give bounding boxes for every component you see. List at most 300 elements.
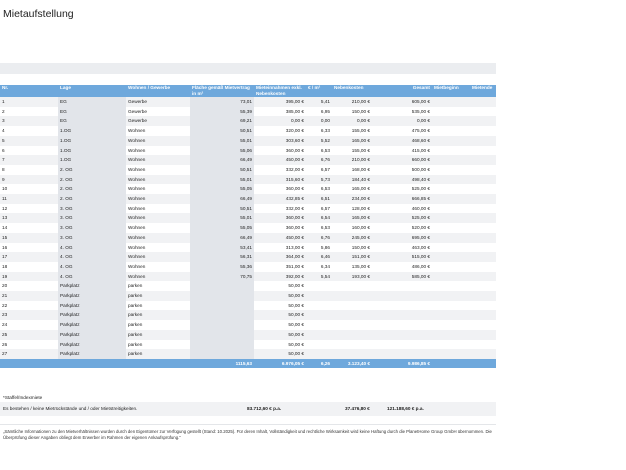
table-cell: 6,34 [306,262,332,272]
table-cell: 1.OG [58,126,126,136]
table-cell: parken [126,310,190,320]
table-cell: 9 [0,175,58,185]
table-cell: Wohnen [126,233,190,243]
table-cell: 210,00 € [332,97,372,107]
table-cell: 4 [0,126,58,136]
table-cell [432,281,470,291]
table-cell: 6,95 [306,107,332,117]
table-cell: 666,85 € [372,194,432,204]
table-row [0,107,496,117]
table-cell: 55,05 [190,223,254,233]
table-cell: Parkplatz [58,330,126,340]
table-cell: 6,54 [306,213,332,223]
table-cell: 13 [0,213,58,223]
table-row [0,136,496,146]
table-cell: 392,00 € [254,272,306,282]
table-cell: 66,49 [190,194,254,204]
table-cell: 332,00 € [254,165,306,175]
table-cell: 20 [0,281,58,291]
table-cell [470,175,496,185]
table-cell [470,310,496,320]
table-cell [332,330,372,340]
table-cell: 2 [0,107,58,117]
table-cell: 234,00 € [332,194,372,204]
table-row [0,213,496,223]
table-cell: Wohnen [126,155,190,165]
table-cell: parken [126,320,190,330]
summary-bar [0,402,496,416]
annual-rent: 83.712,60 € p.a. [247,406,282,411]
table-cell [432,252,470,262]
table-cell: EG [58,116,126,126]
table-cell [190,301,254,311]
table-cell: Parkplatz [58,349,126,359]
table-cell: 6,53 [306,146,332,156]
col-header: Nr. [0,85,58,97]
table-cell [190,310,254,320]
table-cell: 7 [0,155,58,165]
table-cell: Wohnen [126,146,190,156]
table-cell [306,320,332,330]
table-cell [432,310,470,320]
table-cell: 55,01 [190,136,254,146]
table-cell: Wohnen [126,262,190,272]
table-cell: 50,00 € [254,301,306,311]
total-sum: 9.986,85 € [372,359,432,368]
table-cell: 56,31 [190,252,254,262]
table-cell [432,262,470,272]
col-header: Nebenkosten [332,85,372,97]
table-cell: 5 [0,136,58,146]
table-cell: 155,00 € [332,126,372,136]
annual-total: 121.188,60 € p.a. [387,406,424,411]
table-cell: Wohnen [126,243,190,253]
total-rent: 6.976,05 € [254,359,306,368]
table-cell [470,330,496,340]
table-row [0,146,496,156]
total-area: 1115,63 [190,359,254,368]
table-cell: 520,00 € [372,223,432,233]
table-cell: Wohnen [126,223,190,233]
table-cell [432,146,470,156]
table-row [0,243,496,253]
table-cell [470,155,496,165]
table-cell: 320,00 € [254,126,306,136]
table-cell: 210,00 € [332,155,372,165]
table-row [0,116,496,126]
table-cell: Parkplatz [58,340,126,350]
table-cell: 498,40 € [372,175,432,185]
table-row [0,320,496,330]
table-cell [470,262,496,272]
table-cell: 364,00 € [254,252,306,262]
table-cell: Wohnen [126,252,190,262]
table-cell: EG [58,107,126,117]
table-cell: 25 [0,330,58,340]
table-cell [306,310,332,320]
col-header: Mietbeginn [432,85,470,97]
table-cell: Gewerbe [126,107,190,117]
table-cell [470,320,496,330]
table-cell: 5,54 [306,272,332,282]
table-cell: Wohnen [126,184,190,194]
table-cell [372,301,432,311]
table-cell: 2. OG [58,194,126,204]
table-cell: 585,00 € [372,272,432,282]
table-cell: 315,60 € [254,175,306,185]
table-cell [432,107,470,117]
table-cell [432,175,470,185]
table-cell: 14 [0,223,58,233]
table-cell: 150,00 € [332,107,372,117]
table-row [0,165,496,175]
table-cell [432,97,470,107]
table-cell: parken [126,330,190,340]
table-cell: 6,33 [306,126,332,136]
table-cell: 168,00 € [332,165,372,175]
table-cell [432,126,470,136]
table-cell: 360,00 € [254,146,306,156]
table-cell: 660,00 € [372,155,432,165]
table-cell [470,107,496,117]
table-cell: Wohnen [126,204,190,214]
table-header-row [0,85,496,97]
table-cell: parken [126,349,190,359]
table-cell: 3. OG [58,223,126,233]
table-row [0,272,496,282]
table-cell: 3 [0,116,58,126]
table-cell [432,184,470,194]
table-cell: 193,00 € [332,272,372,282]
table-cell: 19 [0,272,58,282]
table-cell: 53,41 [190,243,254,253]
table-cell: Wohnen [126,272,190,282]
table-cell: 4. OG [58,272,126,282]
table-cell: 1.OG [58,146,126,156]
table-cell [306,340,332,350]
table-cell: 6,57 [306,165,332,175]
table-cell: 432,85 € [254,194,306,204]
table-cell: 135,00 € [332,262,372,272]
table-cell [470,213,496,223]
table-cell: Wohnen [126,165,190,175]
table-cell: 6,57 [306,204,332,214]
table-cell [470,301,496,311]
table-cell [190,320,254,330]
table-cell: 16 [0,243,58,253]
table-cell [306,281,332,291]
table-cell: 6 [0,146,58,156]
table-cell [470,223,496,233]
table-cell: 0,00 € [372,116,432,126]
table-cell: 165,00 € [332,184,372,194]
col-header: Gesamt [372,85,432,97]
table-row [0,330,496,340]
table-cell: Gewerbe [126,116,190,126]
table-cell [470,97,496,107]
table-cell: 50,51 [190,165,254,175]
table-cell: 463,00 € [372,243,432,253]
table-cell [332,349,372,359]
table-cell: 5,52 [306,136,332,146]
table-cell: 475,00 € [372,126,432,136]
table-cell: 4. OG [58,262,126,272]
table-cell: 55,01 [190,175,254,185]
table-cell: 55,39 [190,107,254,117]
header-bar [0,63,496,74]
table-cell [470,291,496,301]
table-cell [470,126,496,136]
table-cell: 313,00 € [254,243,306,253]
table-cell [432,320,470,330]
total-costs: 3.123,40 € [332,359,372,368]
table-cell [470,272,496,282]
table-cell: 50,00 € [254,330,306,340]
table-row [0,349,496,359]
table-cell: Wohnen [126,194,190,204]
table-row [0,301,496,311]
table-cell [306,349,332,359]
table-cell [470,136,496,146]
table-cell: 50,51 [190,204,254,214]
summary-label: Es bestehen / keine Mietrückstände und / oder Mietstreitigkeiten. [3,406,138,411]
table-cell: 55,01 [190,213,254,223]
table-cell: 605,00 € [372,97,432,107]
table-cell: 50,00 € [254,320,306,330]
table-cell [432,349,470,359]
table-cell: 460,00 € [372,204,432,214]
table-cell: 50,00 € [254,349,306,359]
table-cell: 360,00 € [254,213,306,223]
table-cell: 3. OG [58,213,126,223]
table-cell: 245,00 € [332,233,372,243]
table-cell: 165,00 € [332,136,372,146]
table-cell: 525,00 € [372,184,432,194]
table-cell: 351,00 € [254,262,306,272]
table-row [0,184,496,194]
table-cell: 303,60 € [254,136,306,146]
table-cell: Parkplatz [58,310,126,320]
table-row [0,97,496,107]
table-cell: 69,21 [190,116,254,126]
table-row [0,340,496,350]
table-cell: 385,00 € [254,107,306,117]
table-cell: 26 [0,340,58,350]
table-cell: 150,00 € [332,243,372,253]
table-row [0,310,496,320]
table-cell: 12 [0,204,58,214]
table-cell: 4. OG [58,243,126,253]
table-cell [190,330,254,340]
col-header: Lage [58,85,126,97]
table-cell: 70,75 [190,272,254,282]
table-cell [470,146,496,156]
table-cell [190,340,254,350]
table-cell: 415,00 € [372,146,432,156]
table-cell [432,136,470,146]
table-cell [332,310,372,320]
table-cell: 515,00 € [372,252,432,262]
table-cell: 10 [0,184,58,194]
table-cell [432,116,470,126]
table-cell [332,301,372,311]
table-cell [190,291,254,301]
table-cell: 6,76 [306,233,332,243]
table-cell: 151,00 € [332,252,372,262]
table-cell: 22 [0,301,58,311]
table-cell [306,291,332,301]
table-cell: 11 [0,194,58,204]
table-cell: 0,00 [306,116,332,126]
table-cell [372,291,432,301]
table-cell: 2. OG [58,184,126,194]
table-cell: 395,00 € [254,97,306,107]
table-cell [372,340,432,350]
table-cell [432,330,470,340]
table-cell: 1.OG [58,155,126,165]
table-cell: 5,73 [306,175,332,185]
table-cell: 21 [0,291,58,301]
table-cell [470,349,496,359]
table-cell [470,165,496,175]
table-cell: 55,05 [190,184,254,194]
table-cell [432,291,470,301]
table-row [0,233,496,243]
table-cell: 23 [0,310,58,320]
table-cell: Parkplatz [58,301,126,311]
table-row [0,155,496,165]
table-cell: 50,00 € [254,310,306,320]
table-cell [470,340,496,350]
table-cell [372,349,432,359]
table-cell: parken [126,340,190,350]
table-cell: 50,51 [190,126,254,136]
table-cell [432,213,470,223]
table-cell [332,340,372,350]
table-row [0,281,496,291]
table-cell: 50,00 € [254,291,306,301]
table-cell [306,301,332,311]
table-cell: 160,00 € [332,223,372,233]
table-cell [190,349,254,359]
table-cell: 468,60 € [372,136,432,146]
table-cell: 535,00 € [372,107,432,117]
table-cell: 1.OG [58,136,126,146]
table-cell [432,155,470,165]
totals-row [0,359,496,368]
table-cell: parken [126,291,190,301]
table-cell [470,184,496,194]
table-cell: Wohnen [126,136,190,146]
table-cell [372,320,432,330]
table-cell: 360,00 € [254,223,306,233]
table-cell: 66,49 [190,233,254,243]
table-cell [470,252,496,262]
table-cell: 24 [0,320,58,330]
table-cell: Parkplatz [58,320,126,330]
table-row [0,223,496,233]
table-cell: 17 [0,252,58,262]
table-cell: Parkplatz [58,291,126,301]
table-cell [372,330,432,340]
footnote: *Staffel/Indexmiete [3,395,43,400]
table-cell: 525,00 € [372,213,432,223]
table-cell [332,281,372,291]
table-cell: 332,00 € [254,204,306,214]
table-cell: 6,53 [306,184,332,194]
table-cell: 55,36 [190,262,254,272]
table-cell [470,116,496,126]
table-cell: 2. OG [58,175,126,185]
table-cell: 184,40 € [332,175,372,185]
table-cell [470,204,496,214]
table-cell: 1 [0,97,58,107]
table-cell: 8 [0,165,58,175]
table-cell [332,291,372,301]
table-cell [372,310,432,320]
table-cell: 6,46 [306,252,332,262]
table-cell: 15 [0,233,58,243]
table-cell: EG [58,97,126,107]
rent-table [0,85,496,368]
table-cell [470,194,496,204]
table-cell: Wohnen [126,213,190,223]
table-row [0,204,496,214]
table-cell: 66,49 [190,155,254,165]
table-cell: 3. OG [58,233,126,243]
table-cell [432,165,470,175]
disclaimer: „Sämtliche Informationen zu den Mietverhältnissen wurden durch den Eigentümer zur Verfügung gestellt (Stand: 10.2025). Für deren Inhalt, Vollständigkeit und rechtliche Wirksamkeit wird keine Haftung durch die PlanetHome Group GmbH übernommen. Die Überprüfung dieser Angaben obliegt dem Erwerber im Rahmen der eigenen Ankaufsprüfung.“ [3,429,492,440]
table-cell: Gewerbe [126,97,190,107]
table-cell: 6,51 [306,194,332,204]
table-cell [432,301,470,311]
table-cell [432,204,470,214]
table-cell: 27 [0,349,58,359]
table-cell [432,223,470,233]
table-cell: parken [126,301,190,311]
page-title: Mietaufstellung [3,8,74,20]
table-cell: 3. OG [58,204,126,214]
table-cell [470,243,496,253]
table-cell: 450,00 € [254,233,306,243]
table-cell: 0,00 € [254,116,306,126]
table-cell [306,330,332,340]
table-cell [372,281,432,291]
table-cell: 486,00 € [372,262,432,272]
table-row [0,252,496,262]
table-cell: 450,00 € [254,155,306,165]
annual-costs: 37.476,80 € [345,406,370,411]
table-cell: 2. OG [58,165,126,175]
table-cell: 55,06 [190,146,254,156]
table-cell: 0,00 € [332,116,372,126]
table-cell [432,194,470,204]
table-cell: Wohnen [126,175,190,185]
table-cell: 128,00 € [332,204,372,214]
col-header: Mietende [470,85,496,97]
table-row [0,262,496,272]
col-header: Mieteinnahmen exkl. Nebenkosten [254,85,306,97]
table-row [0,175,496,185]
table-cell: 6,53 [306,223,332,233]
table-cell: 500,00 € [372,165,432,175]
table-cell [432,233,470,243]
table-cell: 155,00 € [332,146,372,156]
table-cell [470,233,496,243]
col-header: Fläche gemäß Mietvertrag in m² [190,85,254,97]
table-cell: 18 [0,262,58,272]
table-cell: Wohnen [126,126,190,136]
